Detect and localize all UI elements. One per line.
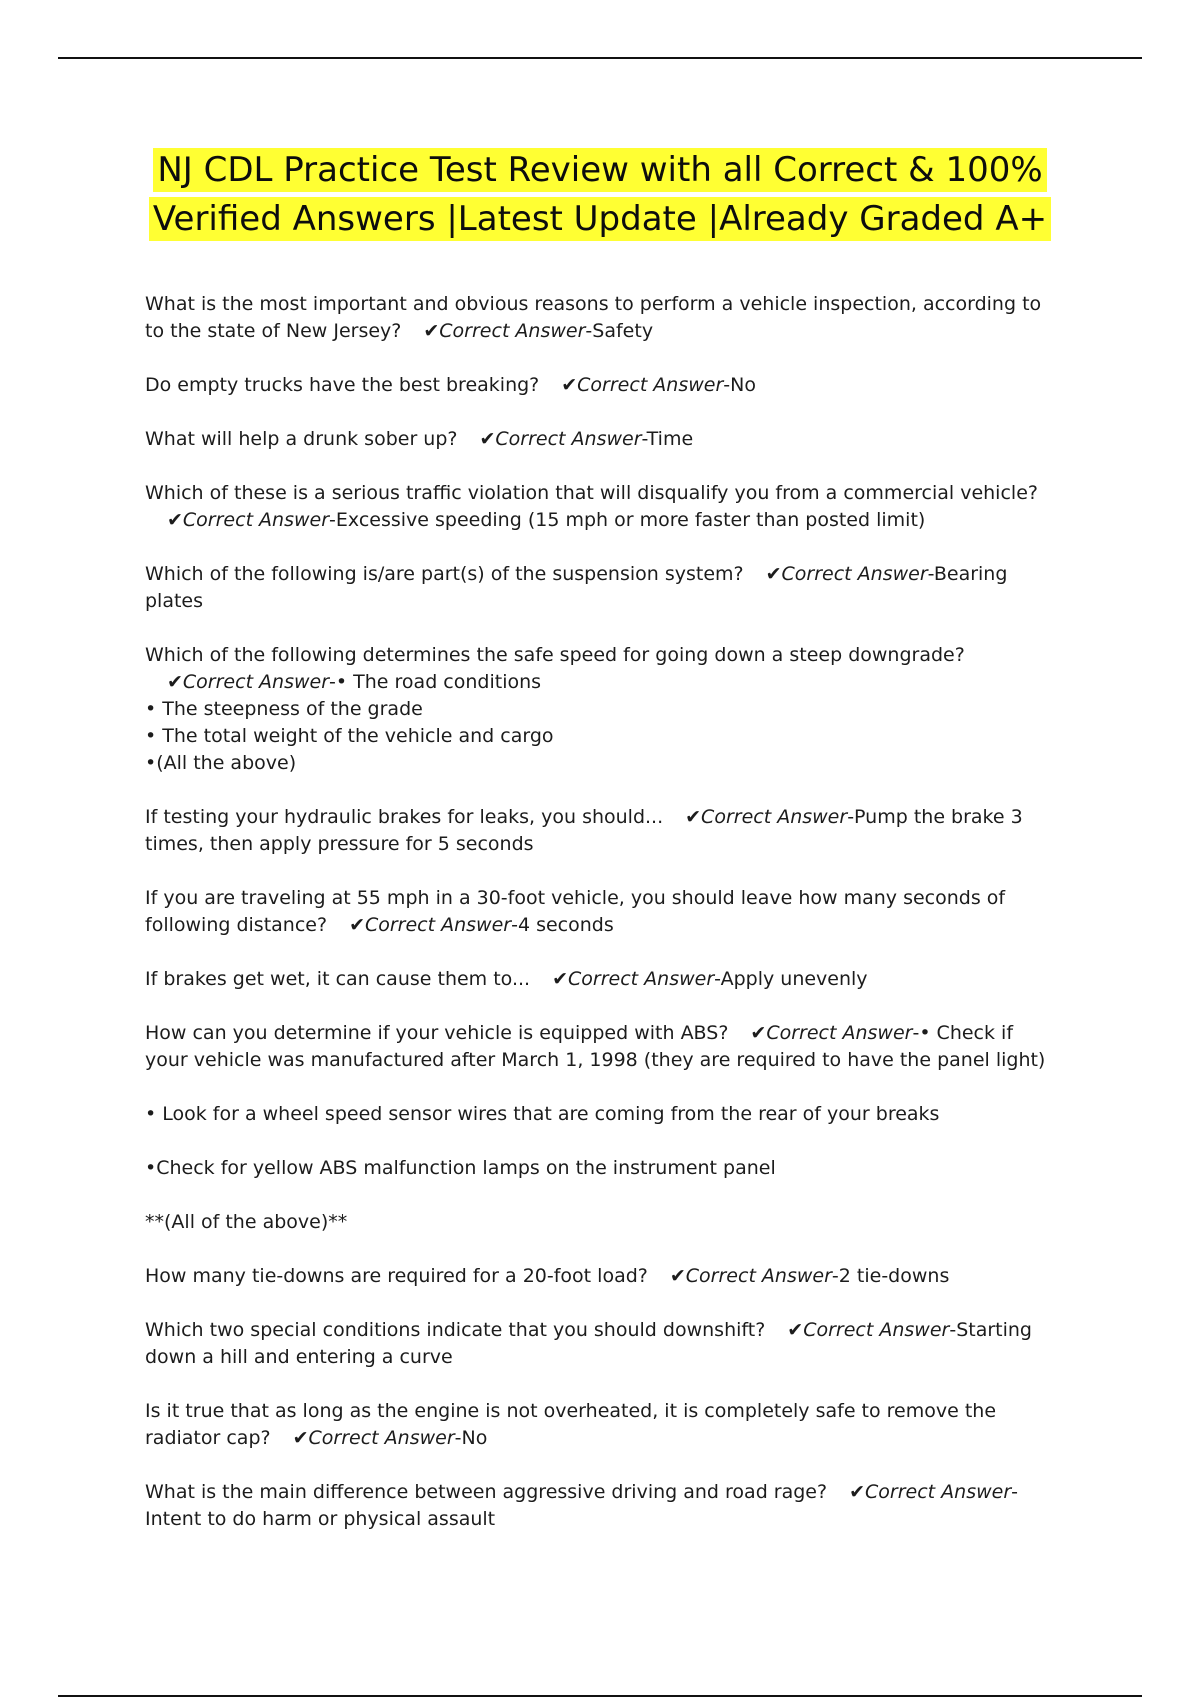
correct-answer-label: ✔Correct Answer — [765, 563, 928, 585]
answer-text: • The road conditions — [335, 671, 542, 693]
correct-answer-label: ✔Correct Answer — [685, 806, 848, 828]
answer-separator: - — [912, 1022, 920, 1044]
answer-separator: - — [585, 320, 593, 342]
answer-separator: - — [927, 563, 934, 585]
answer-text: 2 tie-downs — [838, 1265, 950, 1287]
question-text: If you are traveling at 55 mph in a 30-foot vehicle, you should leave how many seconds of following distance? — [145, 887, 1006, 936]
answer-text: Apply unevenly — [720, 968, 868, 990]
correct-answer-label: ✔Correct Answer — [750, 1022, 913, 1044]
question-text: If brakes get wet, it can cause them to... — [145, 968, 531, 990]
answer-text: Starting down a hill and entering a curve — [145, 1319, 1032, 1368]
correct-answer-label: ✔Correct Answer — [167, 509, 330, 531]
correct-answer-label: ✔Correct Answer — [552, 968, 715, 990]
qa-item — [145, 885, 1060, 939]
question-text: Is it true that as long as the engine is not overheated, it is completely safe to remove the radiator cap? — [145, 1400, 997, 1449]
qa-item — [145, 1398, 1060, 1452]
qa-item — [145, 426, 1060, 453]
correct-answer-label: ✔Correct Answer — [349, 914, 512, 936]
answer-text: • Check if your vehicle was manufactured after March 1, 1998 (they are required to have the panel light) — [145, 1022, 1046, 1071]
answer-text: No — [730, 374, 756, 396]
question-text: Which of the following determines the safe speed for going down a steep downgrade? — [145, 644, 965, 666]
correct-answer-label: ✔Correct Answer — [787, 1319, 950, 1341]
correct-answer-label: ✔Correct Answer — [561, 374, 724, 396]
answer-separator: - — [511, 914, 518, 936]
answer-separator: - — [847, 806, 855, 828]
answer-bullet: • The steepness of the grade — [145, 698, 423, 720]
qa-item — [145, 642, 1060, 777]
answer-separator: - — [831, 1265, 839, 1287]
answer-text: No — [461, 1427, 488, 1449]
answer-separator: - — [723, 374, 731, 396]
title-line-1: NJ CDL Practice Test Review with all Correct & 100% — [153, 148, 1046, 192]
qa-item — [145, 1263, 1060, 1290]
question-text: What is the main difference between aggressive driving and road rage? — [145, 1481, 828, 1503]
qa-item — [145, 372, 1060, 399]
abs-note: • Look for a wheel speed sensor wires that are coming from the rear of your breaks — [145, 1103, 940, 1125]
question-text: How many tie-downs are required for a 20-foot load? — [145, 1265, 648, 1287]
answer-separator: - — [641, 428, 647, 450]
answer-separator: - — [1011, 1481, 1018, 1503]
qa-item — [145, 1479, 1060, 1533]
qa-item — [145, 1317, 1060, 1371]
question-text: Which of these is a serious traffic violation that will disqualify you from a commercial vehicle? — [145, 482, 1038, 504]
qa-item — [145, 804, 1060, 858]
title-line-2: Verified Answers |Latest Update |Already Graded A+ — [149, 197, 1051, 241]
document-title — [58, 146, 1142, 244]
abs-note: •Check for yellow ABS malfunction lamps on the instrument panel — [145, 1157, 776, 1179]
question-text: Which two special conditions indicate that you should downshift? — [145, 1319, 766, 1341]
question-text: What is the most important and obvious reasons to perform a vehicle inspection, according to to the state of New Jersey? — [145, 293, 1042, 342]
answer-separator: - — [454, 1427, 462, 1449]
answer-separator: - — [329, 509, 336, 531]
top-rule — [58, 57, 1142, 59]
answer-text: Time — [646, 428, 694, 450]
qa-list — [145, 291, 1060, 1560]
question-text: What will help a drunk sober up? — [145, 428, 458, 450]
answer-separator: - — [714, 968, 721, 990]
qa-item — [145, 561, 1060, 615]
correct-answer-label: ✔Correct Answer — [292, 1427, 455, 1449]
answer-bullet: • The total weight of the vehicle and cargo — [145, 725, 554, 747]
answer-text: Pump the brake 3 times, then apply pressure for 5 seconds — [145, 806, 1023, 855]
answer-text: Bearing plates — [145, 563, 1008, 612]
answer-separator: - — [949, 1319, 957, 1341]
qa-item — [145, 1020, 1060, 1074]
qa-item — [145, 291, 1060, 345]
correct-answer-label: ✔Correct Answer — [167, 671, 330, 693]
question-text: If testing your hydraulic brakes for leaks, you should... — [145, 806, 664, 828]
correct-answer-label: ✔Correct Answer — [423, 320, 586, 342]
answer-text: Excessive speeding (15 mph or more faster than posted limit) — [335, 509, 926, 531]
qa-item — [145, 966, 1060, 993]
answer-text: Safety — [592, 320, 654, 342]
qa-item — [145, 480, 1060, 534]
answer-separator: - — [329, 671, 336, 693]
correct-answer-label: ✔Correct Answer — [849, 1481, 1012, 1503]
correct-answer-label: ✔Correct Answer — [479, 428, 642, 450]
question-text: Do empty trucks have the best breaking? — [145, 374, 540, 396]
question-text: Which of the following is/are part(s) of the suspension system? — [145, 563, 744, 585]
correct-answer-label: ✔Correct Answer — [669, 1265, 832, 1287]
bottom-rule — [58, 1695, 1142, 1697]
abs-note: **(All of the above)** — [145, 1211, 348, 1233]
answer-text: Intent to do harm or physical assault — [145, 1508, 496, 1530]
question-text: How can you determine if your vehicle is equipped with ABS? — [145, 1022, 729, 1044]
answer-text: 4 seconds — [517, 914, 614, 936]
answer-bullet: •(All the above) — [145, 752, 297, 774]
